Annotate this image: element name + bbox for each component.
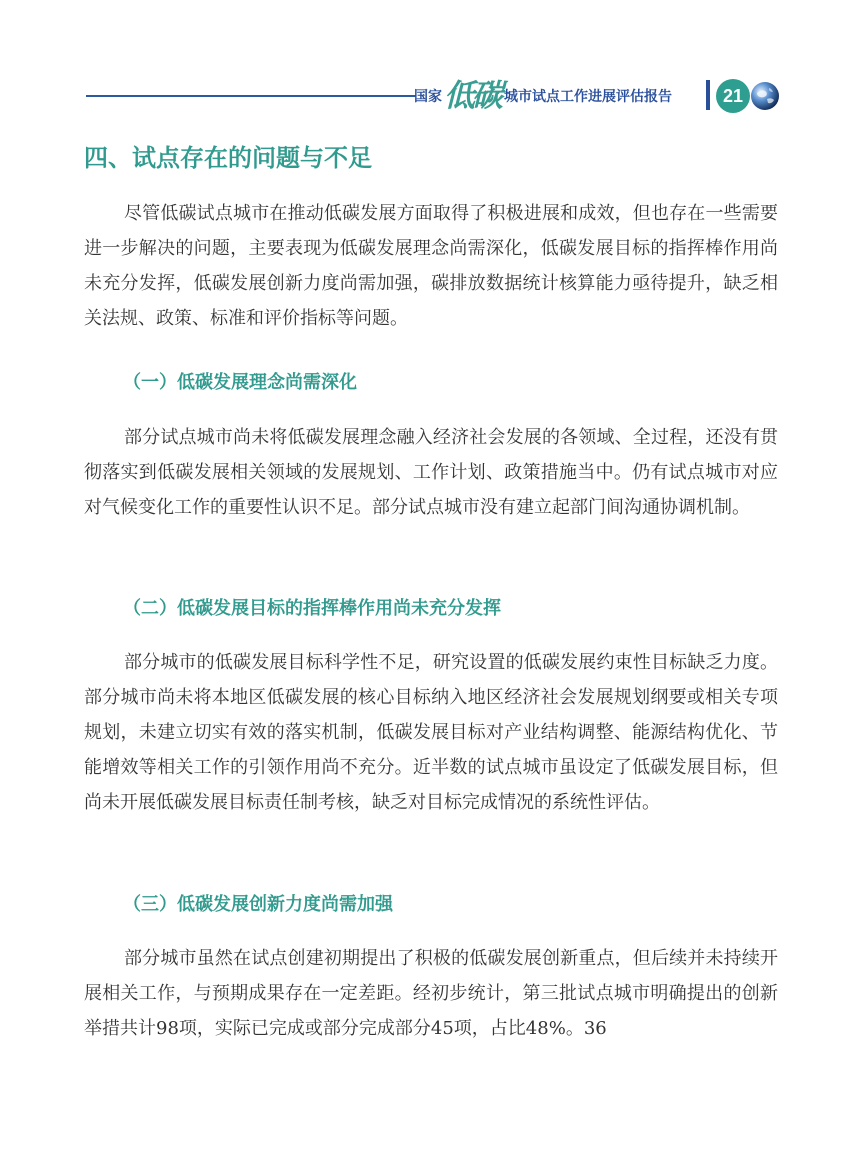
report-title-prefix: 国家: [414, 89, 442, 105]
report-title-suffix: 城市试点工作进展评估报告: [504, 89, 672, 105]
subsection-heading-2: （二）低碳发展目标的指挥棒作用尚未充分发挥: [123, 598, 501, 619]
subsection-paragraph-1: 部分试点城市尚未将低碳发展理念融入经济社会发展的各领域、全过程，还没有贯彻落实到低碳发展相关领域的发展规划、工作计划、政策措施当中。仍有试点城市对应对气候变化工作的重要性认识不足。部分试点城市没有建立起部门间沟通协调机制。: [84, 427, 778, 518]
subsection-paragraph-3: 部分城市虽然在试点创建初期提出了积极的低碳发展创新重点，但后续并未持续开展相关工作，与预期成果存在一定差距。经初步统计，第三批试点城市明确提出的创新举措共计98项，实际已完成或部分完成部分45项，占比48%。36: [84, 948, 778, 1039]
subsection-heading-3: （三）低碳发展创新力度尚需加强: [123, 894, 393, 915]
page-header: [0, 0, 862, 130]
header-rule: [86, 95, 416, 97]
report-title-calligraphy: 低碳: [444, 77, 500, 114]
page-badge: [716, 79, 786, 113]
subsection-heading-1: （一）低碳发展理念尚需深化: [123, 372, 357, 393]
page-number-circle: [716, 79, 750, 113]
section-heading: 四、试点存在的问题与不足: [84, 144, 372, 172]
globe-icon: [750, 81, 780, 111]
report-title: [414, 78, 672, 114]
header-separator: [706, 80, 710, 110]
subsection-paragraph-2: 部分城市的低碳发展目标科学性不足，研究设置的低碳发展约束性目标缺乏力度。部分城市尚未将本地区低碳发展的核心目标纳入地区经济社会发展规划纲要或相关专项规划，未建立切实有效的落实机制，低碳发展目标对产业结构调整、能源结构优化、节能增效等相关工作的引领作用尚不充分。近半数的试点城市虽设定了低碳发展目标，但尚未开展低碳发展目标责任制考核，缺乏对目标完成情况的系统性评估。: [84, 652, 778, 813]
page-number: 21: [722, 85, 744, 106]
intro-paragraph: 尽管低碳试点城市在推动低碳发展方面取得了积极进展和成效，但也存在一些需要进一步解决的问题，主要表现为低碳发展理念尚需深化，低碳发展目标的指挥棒作用尚未充分发挥，低碳发展创新力度尚需加强，碳排放数据统计核算能力亟待提升，缺乏相关法规、政策、标准和评价指标等问题。: [84, 203, 778, 329]
